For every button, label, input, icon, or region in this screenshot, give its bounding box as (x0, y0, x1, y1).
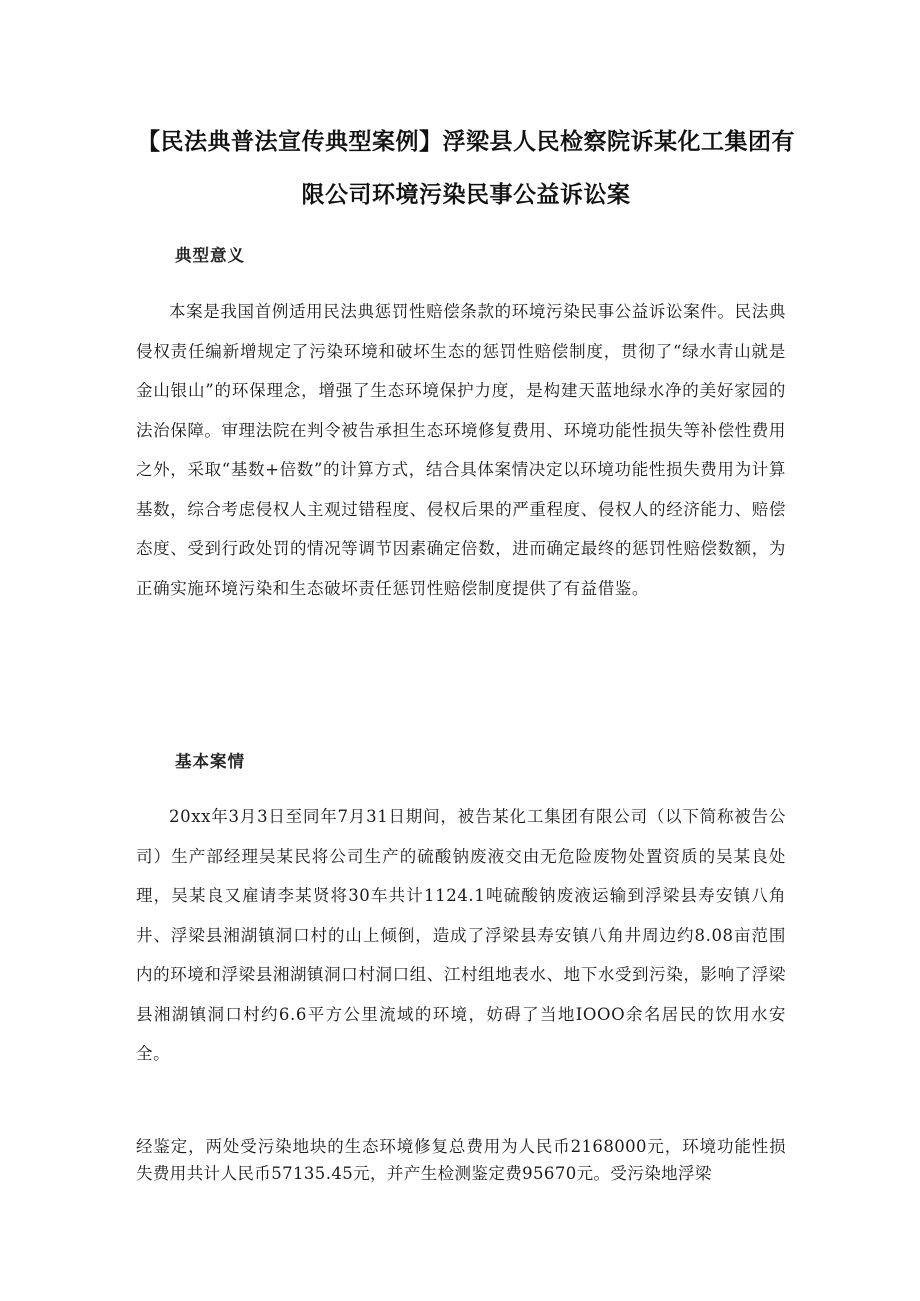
section-heading-basic-facts: 基本案情 (175, 752, 245, 771)
significance-paragraph: 本案是我国首例适用民法典惩罚性赔偿条款的环境污染民事公益诉讼案件。民法典侵权责任编新增规定了污染环境和破坏生态的惩罚性赔偿制度，贯彻了“绿水青山就是金山银山”的环保理念，增强了生态环境保护力度，是构建天蓝地绿水净的美好家园的法治保障。审理法院在判令被告承担生态环境修复费用、环境功能性损失等补偿性费用之外，采取“基数+倍数”的计算方式，结合具体案情决定以环境功能性损失费用为计算基数，综合考虑侵权人主观过错程度、侵权后果的严重程度、侵权人的经济能力、赔偿态度、受到行政处罚的情况等调节因素确定倍数，进而确定最终的惩罚性赔偿数额，为正确实施环境污染和生态破坏责任惩罚性赔偿制度提供了有益借鉴。 (136, 302, 786, 598)
document-title: 【民法典普法宣传典型案例】浮梁县人民检察院诉某化工集团有限公司环境污染民事公益诉讼案 (137, 129, 795, 208)
basic-facts-paragraph: 20xx年3月3日至同年7月31日期间，被告某化工集团有限公司（以下简称被告公司）生产部经理吴某民将公司生产的硫酸钠废液交由无危险废物处置资质的吴某良处理，吴某良又雇请李某贤将30车共计1124.1吨硫酸钠废液运输到浮梁县寿安镇八角井、浮梁县湘湖镇洞口村的山上倾倒，造成了浮梁县寿安镇八角井周边约8.08亩范围内的环境和浮梁县湘湖镇洞口村洞口组、江村组地表水、地下水受到污染，影响了浮梁县湘湖镇洞口村约6.6平方公里流域的环境，妨碍了当地IOOO余名居民的饮用水安全。 (136, 807, 786, 1063)
appraisal-paragraph: 经鉴定，两处受污染地块的生态环境修复总费用为人民币2168000元，环境功能性损失费用共计人民币57135.45元，并产生检测鉴定费95670元。受污染地浮梁 (136, 1137, 786, 1183)
section-heading-significance: 典型意义 (175, 246, 245, 265)
